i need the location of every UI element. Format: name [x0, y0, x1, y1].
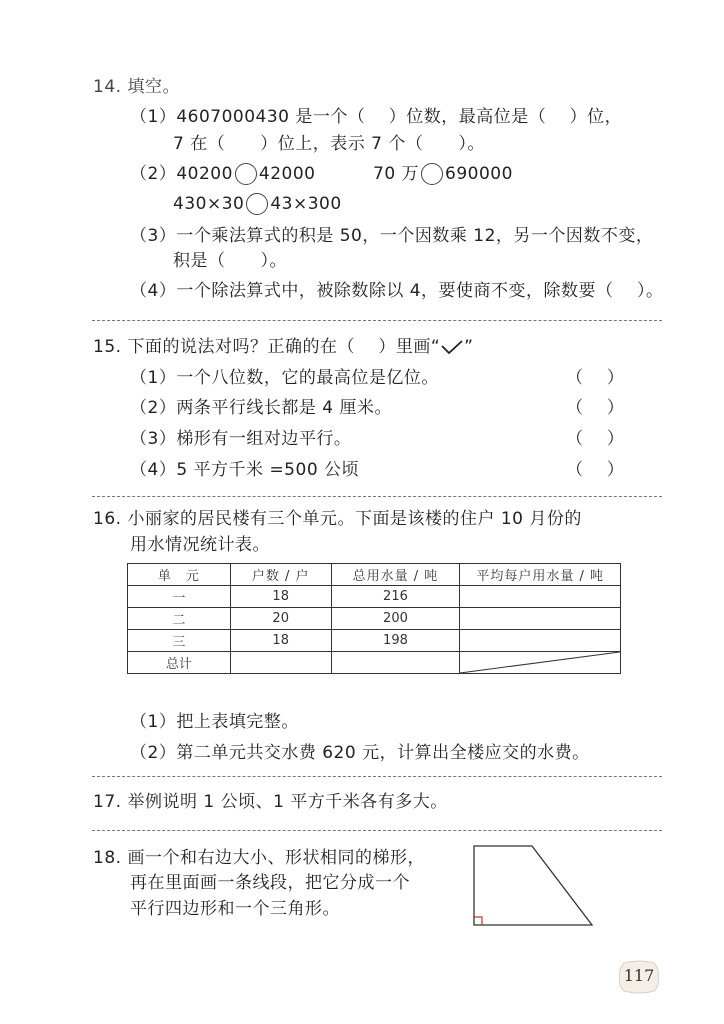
cell-households: 18 — [230, 630, 331, 652]
q16-title-line1: 16. 小丽家的居民楼有三个单元。下面是该楼的住户 10 月份的 — [93, 509, 582, 529]
q15-item-1: （1）一个八位数，它的最高位是亿位。 — [130, 368, 439, 388]
q15-title — [93, 336, 473, 358]
q15-answer-4[interactable]: （ ） — [566, 460, 625, 480]
q15-answer-2[interactable]: （ ） — [566, 398, 625, 418]
header-average: 平均每户用水量 / 吨 — [460, 564, 621, 586]
trapezoid-figure — [470, 842, 596, 928]
divider-1 — [92, 320, 662, 321]
compare-left-2: 70 万 — [373, 164, 420, 184]
header-total: 总用水量 / 吨 — [331, 564, 460, 586]
table-row — [128, 630, 621, 652]
table-row — [128, 586, 621, 608]
q14-part3-line1: （3）一个乘法算式的积是 50，一个因数乘 12，另一个因数不变， — [130, 226, 654, 246]
divider-3 — [92, 776, 662, 777]
compare-right-1: 42000 — [258, 164, 316, 184]
table-row — [128, 608, 621, 630]
cell-total-water[interactable] — [331, 652, 460, 674]
checkmark-icon — [440, 338, 464, 356]
table-total-row — [128, 652, 621, 674]
cell-total-label: 总计 — [128, 652, 231, 674]
q15-item-2: （2）两条平行线长都是 4 厘米。 — [130, 398, 392, 418]
q15-title-quote: ” — [464, 337, 474, 357]
cell-total: 198 — [331, 630, 460, 652]
cell-total: 216 — [331, 586, 460, 608]
cell-total: 200 — [331, 608, 460, 630]
q18-line3: 平行四边形和一个三角形。 — [130, 899, 340, 919]
q15-title-text: 15. 下面的说法对吗？正确的在（ ）里画“ — [93, 337, 441, 357]
q14-part2-row1b — [373, 163, 513, 185]
cell-unit: 二 — [128, 608, 231, 630]
q14-part3-line2: 积是（ ）。 — [173, 251, 287, 271]
q14-part1-line2: 7 在（ ）位上，表示 7 个（ ）。 — [173, 134, 485, 154]
q14-title: 14. 填空。 — [93, 77, 180, 97]
q14-part4: （4）一个除法算式中，被除数除以 4，要使商不变，除数要（ ）。 — [130, 281, 664, 301]
water-usage-table — [127, 563, 621, 674]
q15-answer-3[interactable]: （ ） — [566, 429, 625, 449]
cell-diagonal — [460, 652, 621, 674]
header-unit: 单 元 — [128, 564, 231, 586]
divider-4 — [92, 830, 662, 831]
divider-2 — [92, 496, 662, 497]
cell-average[interactable] — [460, 630, 621, 652]
cell-households: 18 — [230, 586, 331, 608]
q18-line1: 18. 画一个和右边大小、形状相同的梯形， — [93, 848, 425, 868]
cell-average[interactable] — [460, 586, 621, 608]
compare-circle-2[interactable] — [421, 163, 443, 185]
cell-households: 20 — [230, 608, 331, 630]
q18-line2: 再在里面画一条线段，把它分成一个 — [130, 873, 410, 893]
compare-left-1: （2）40200 — [130, 164, 233, 184]
compare-circle-1[interactable] — [235, 163, 257, 185]
diagonal-line — [460, 652, 620, 673]
header-households: 户数 / 户 — [230, 564, 331, 586]
compare-right-2: 690000 — [445, 164, 513, 184]
cell-total-households[interactable] — [230, 652, 331, 674]
q14-part1-line1: （1）4607000430 是一个（ ）位数，最高位是（ ）位， — [130, 107, 623, 127]
q16-sub1: （1）把上表填完整。 — [130, 712, 299, 732]
cell-unit: 一 — [128, 586, 231, 608]
page-number: 117 — [623, 966, 655, 985]
q16-sub2: （2）第二单元共交水费 620 元，计算出全楼应交的水费。 — [130, 743, 590, 763]
table-header-row — [128, 564, 621, 586]
q14-part2-row1 — [130, 163, 316, 185]
q15-answer-1[interactable]: （ ） — [566, 368, 625, 388]
q14-part2-row2 — [173, 193, 342, 215]
compare-right-3: 43×300 — [270, 194, 342, 214]
cell-unit: 三 — [128, 630, 231, 652]
cell-average[interactable] — [460, 608, 621, 630]
q15-item-4: （4）5 平方千米 =500 公顷 — [130, 460, 360, 480]
q17-title: 17. 举例说明 1 公顷、1 平方千米各有多大。 — [93, 792, 448, 812]
compare-circle-3[interactable] — [246, 193, 268, 215]
q16-title-line2: 用水情况统计表。 — [130, 535, 270, 555]
compare-left-3: 430×30 — [173, 194, 245, 214]
q15-item-3: （3）梯形有一组对边平行。 — [130, 429, 352, 449]
